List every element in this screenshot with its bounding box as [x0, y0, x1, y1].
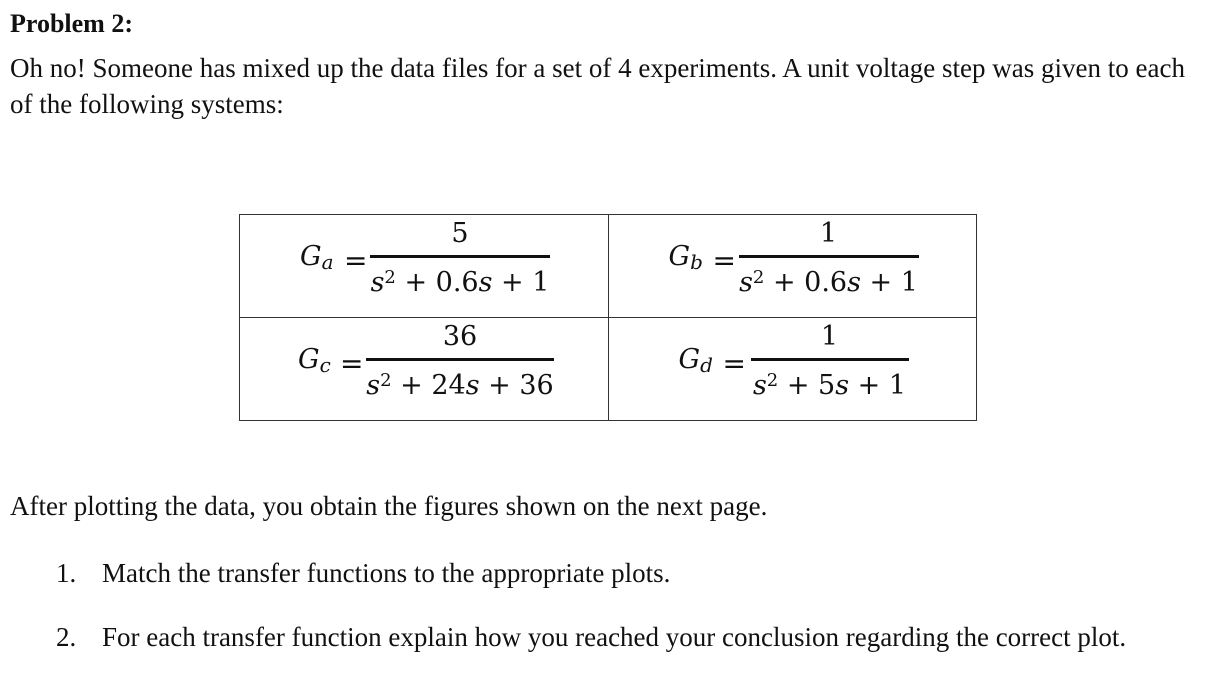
tf-d-equals: = — [722, 347, 746, 380]
tf-d-numerator: 1 — [820, 321, 839, 352]
tf-c-denominator: $s^2 + 24s + 36$ — [366, 370, 554, 401]
tf-d-fraction-bar — [751, 358, 909, 361]
tf-c-numerator: 36 — [442, 321, 478, 352]
tf-c-equals: = — [340, 347, 364, 380]
tf-cell-d — [608, 318, 977, 421]
after-plotting-text: After plotting the data, you obtain the figures shown on the next page. — [10, 491, 768, 521]
tf-c-fraction-bar — [366, 358, 554, 361]
tf-c-fraction — [366, 321, 554, 401]
tf-a-symbol: $G_a$ — [300, 241, 334, 274]
question-1 — [56, 556, 1206, 592]
problem-heading: Problem 2: — [10, 9, 133, 38]
tf-cell-a — [240, 215, 609, 318]
tf-a-equals: = — [344, 244, 368, 277]
tf-b-symbol: $G_b$ — [668, 241, 703, 274]
tf-cell-c — [240, 318, 609, 421]
tf-a-fraction — [370, 218, 550, 298]
question-2-text: For each transfer function explain how you reached your conclusion regarding the correct plot. — [102, 622, 1127, 652]
tf-c-symbol: $G_c$ — [298, 344, 331, 377]
tf-d-fraction — [751, 321, 909, 401]
tf-b-numerator: 1 — [819, 218, 838, 249]
tf-a-denominator: $s^2 + 0.6s + 1$ — [370, 267, 550, 298]
tf-d-denominator: $s^2 + 5s + 1$ — [752, 370, 907, 401]
problem-intro: Oh no! Someone has mixed up the data files for a set of 4 experiments. A unit voltage step was given to each of the following systems: — [10, 53, 1185, 119]
tf-b-equals: = — [712, 244, 736, 277]
question-2 — [56, 620, 1216, 692]
tf-cell-b — [608, 215, 977, 318]
tf-a-numerator: 5 — [451, 218, 469, 249]
transfer-function-table — [239, 214, 977, 421]
tf-b-denominator: $s^2 + 0.6s + 1$ — [739, 267, 918, 298]
question-1-number: 1. — [56, 558, 77, 588]
question-2-number: 2. — [56, 622, 77, 652]
tf-a-fraction-bar — [370, 255, 550, 258]
tf-d-symbol: $G_d$ — [678, 344, 713, 377]
tf-b-fraction — [739, 218, 919, 298]
tf-b-fraction-bar — [739, 255, 919, 258]
question-1-text: Match the transfer functions to the appropriate plots. — [102, 558, 671, 588]
